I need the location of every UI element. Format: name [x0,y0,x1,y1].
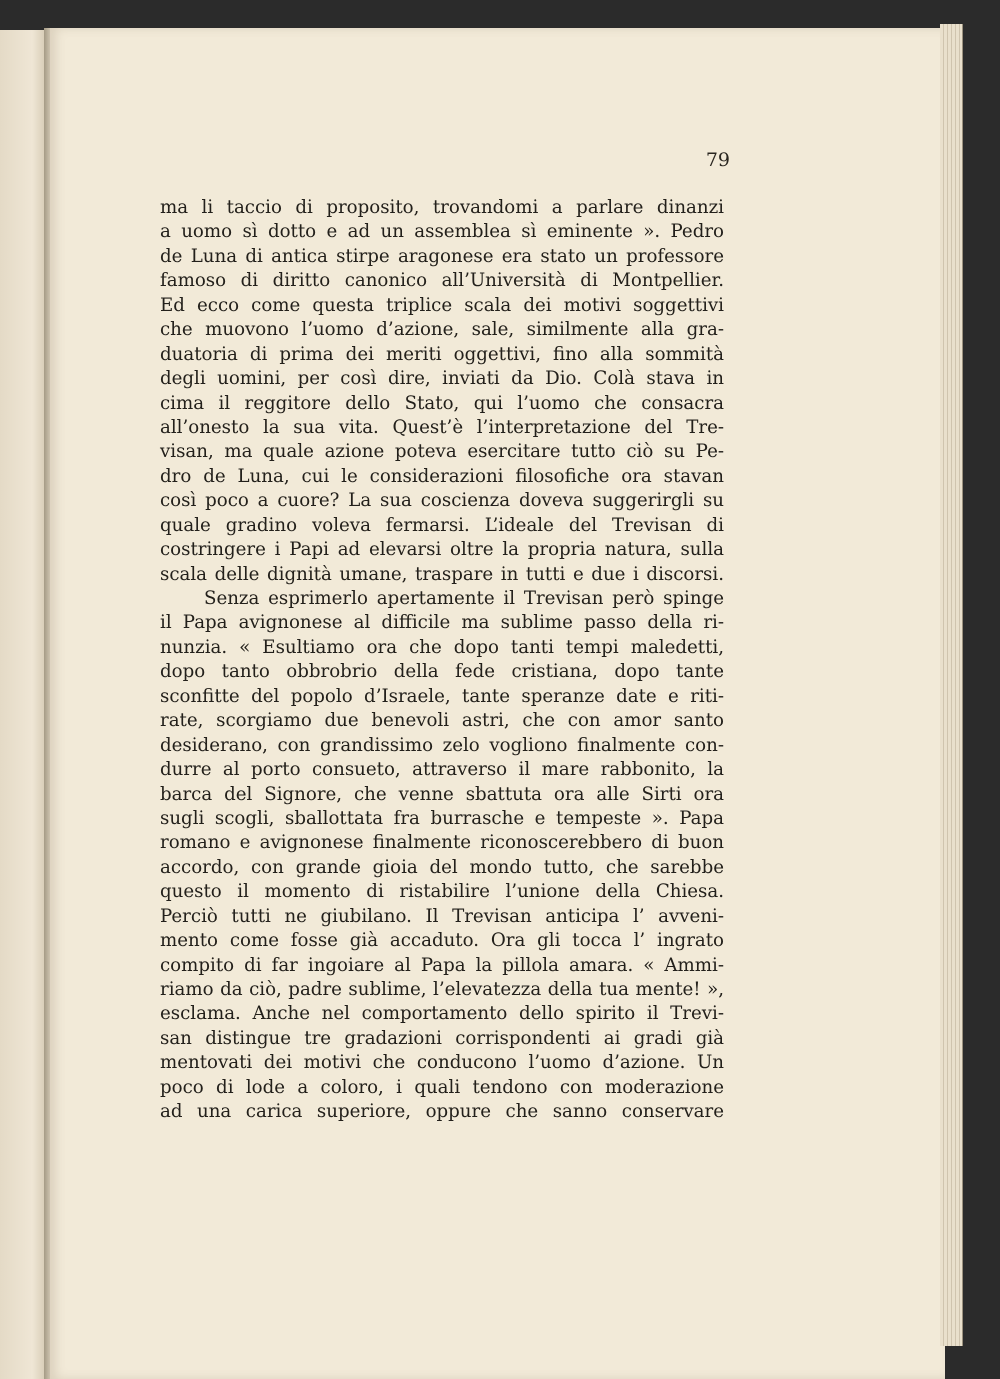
text-line: sugli scogli, sballottata fra burrasche e tempeste ». Papa [160,807,724,829]
text-line: Ed ecco come questa triplice scala dei motivi soggettivi [160,294,724,316]
page-edges [940,24,963,1346]
text-line: dopo tanto obbrobrio della fede cristiana, dopo tante [160,661,724,683]
text-line: all’onesto la sua vita. Quest’è l’interpretazione del Tre- [160,416,724,438]
text-line: mentovati dei motivi che conducono l’uomo d’azione. Un [160,1052,724,1074]
text-line: Perciò tutti ne giubilano. Il Trevisan anticipa l’ avveni- [160,905,724,927]
text-line: poco di lode a coloro, i quali tendono con moderazione [160,1076,724,1098]
text-line: costringere i Papi ad elevarsi oltre la propria natura, sulla [160,539,724,561]
page-number: 79 [705,149,730,171]
text-line: romano e avignonese finalmente riconoscerebbero di buon [160,832,724,854]
text-line: il Papa avignonese al difficile ma sublime passo della ri- [160,612,724,634]
text-line: esclama. Anche nel comportamento dello spirito il Trevi- [160,1003,724,1025]
text-line: ma li taccio di proposito, trovandomi a parlare dinanzi [160,197,724,218]
text-line: duatoria di prima dei meriti oggettivi, fino alla sommità [160,343,724,365]
text-line: san distingue tre gradazioni corrispondenti ai gradi già [160,1027,724,1049]
text-line: scala delle dignità umane, traspare in tutti e due i discorsi. [160,563,724,585]
text-line: così poco a cuore? La sua coscienza doveva suggerirgli su [160,490,724,512]
text-line: riamo da ciò, padre sublime, l’elevatezza della tua mente! », [160,979,724,1000]
text-line: desiderano, con grandissimo zelo vogliono finalmente con- [160,734,724,756]
text-line: nunzia. « Esultiamo ora che dopo tanti tempi maledetti, [160,636,724,658]
text-line: sconfitte del popolo d’Israele, tante speranze date e riti- [160,685,724,707]
text-line: Senza esprimerlo apertamente il Trevisan però spinge [204,588,724,609]
text-line: accordo, con grande gioia del mondo tutto, che sarebbe [160,856,724,878]
text-line: questo il momento di ristabilire l’unione della Chiesa. [160,881,724,903]
left-page-edge [0,30,46,1379]
text-line: barca del Signore, che venne sbattuta ora alle Sirti ora [160,783,724,805]
text-line: quale gradino voleva fermarsi. L’ideale del Trevisan di [160,514,724,536]
text-line: de Luna di antica stirpe aragonese era stato un professore [160,245,724,267]
text-line: visan, ma quale azione poteva esercitare tutto ciò su Pe- [160,441,724,463]
text-line: degli uomini, per così dire, inviati da Dio. Colà stava in [160,368,724,390]
text-line: cima il reggitore dello Stato, qui l’uomo che consacra [160,392,724,414]
text-line: dro de Luna, cui le considerazioni filosofiche ora stavan [160,465,724,487]
text-line: a uomo sì dotto e ad un assemblea sì eminente ». Pedro [160,221,724,243]
text-line: ad una carica superiore, oppure che sanno conservare [160,1101,724,1123]
text-line: che muovono l’uomo d’azione, sale, similmente alla gra- [160,319,724,341]
body-text [160,196,724,1125]
text-line: famoso di diritto canonico all’Università di Montpellier. [160,270,724,292]
text-line: rate, scorgiamo due benevoli astri, che con amor santo [160,710,724,732]
text-line: compito di far ingoiare al Papa la pillola amara. « Ammi- [160,954,724,976]
text-line: mento come fosse già accaduto. Ora gli tocca l’ ingrato [160,930,724,952]
text-line: durre al porto consueto, attraverso il mare rabbonito, la [160,759,724,781]
